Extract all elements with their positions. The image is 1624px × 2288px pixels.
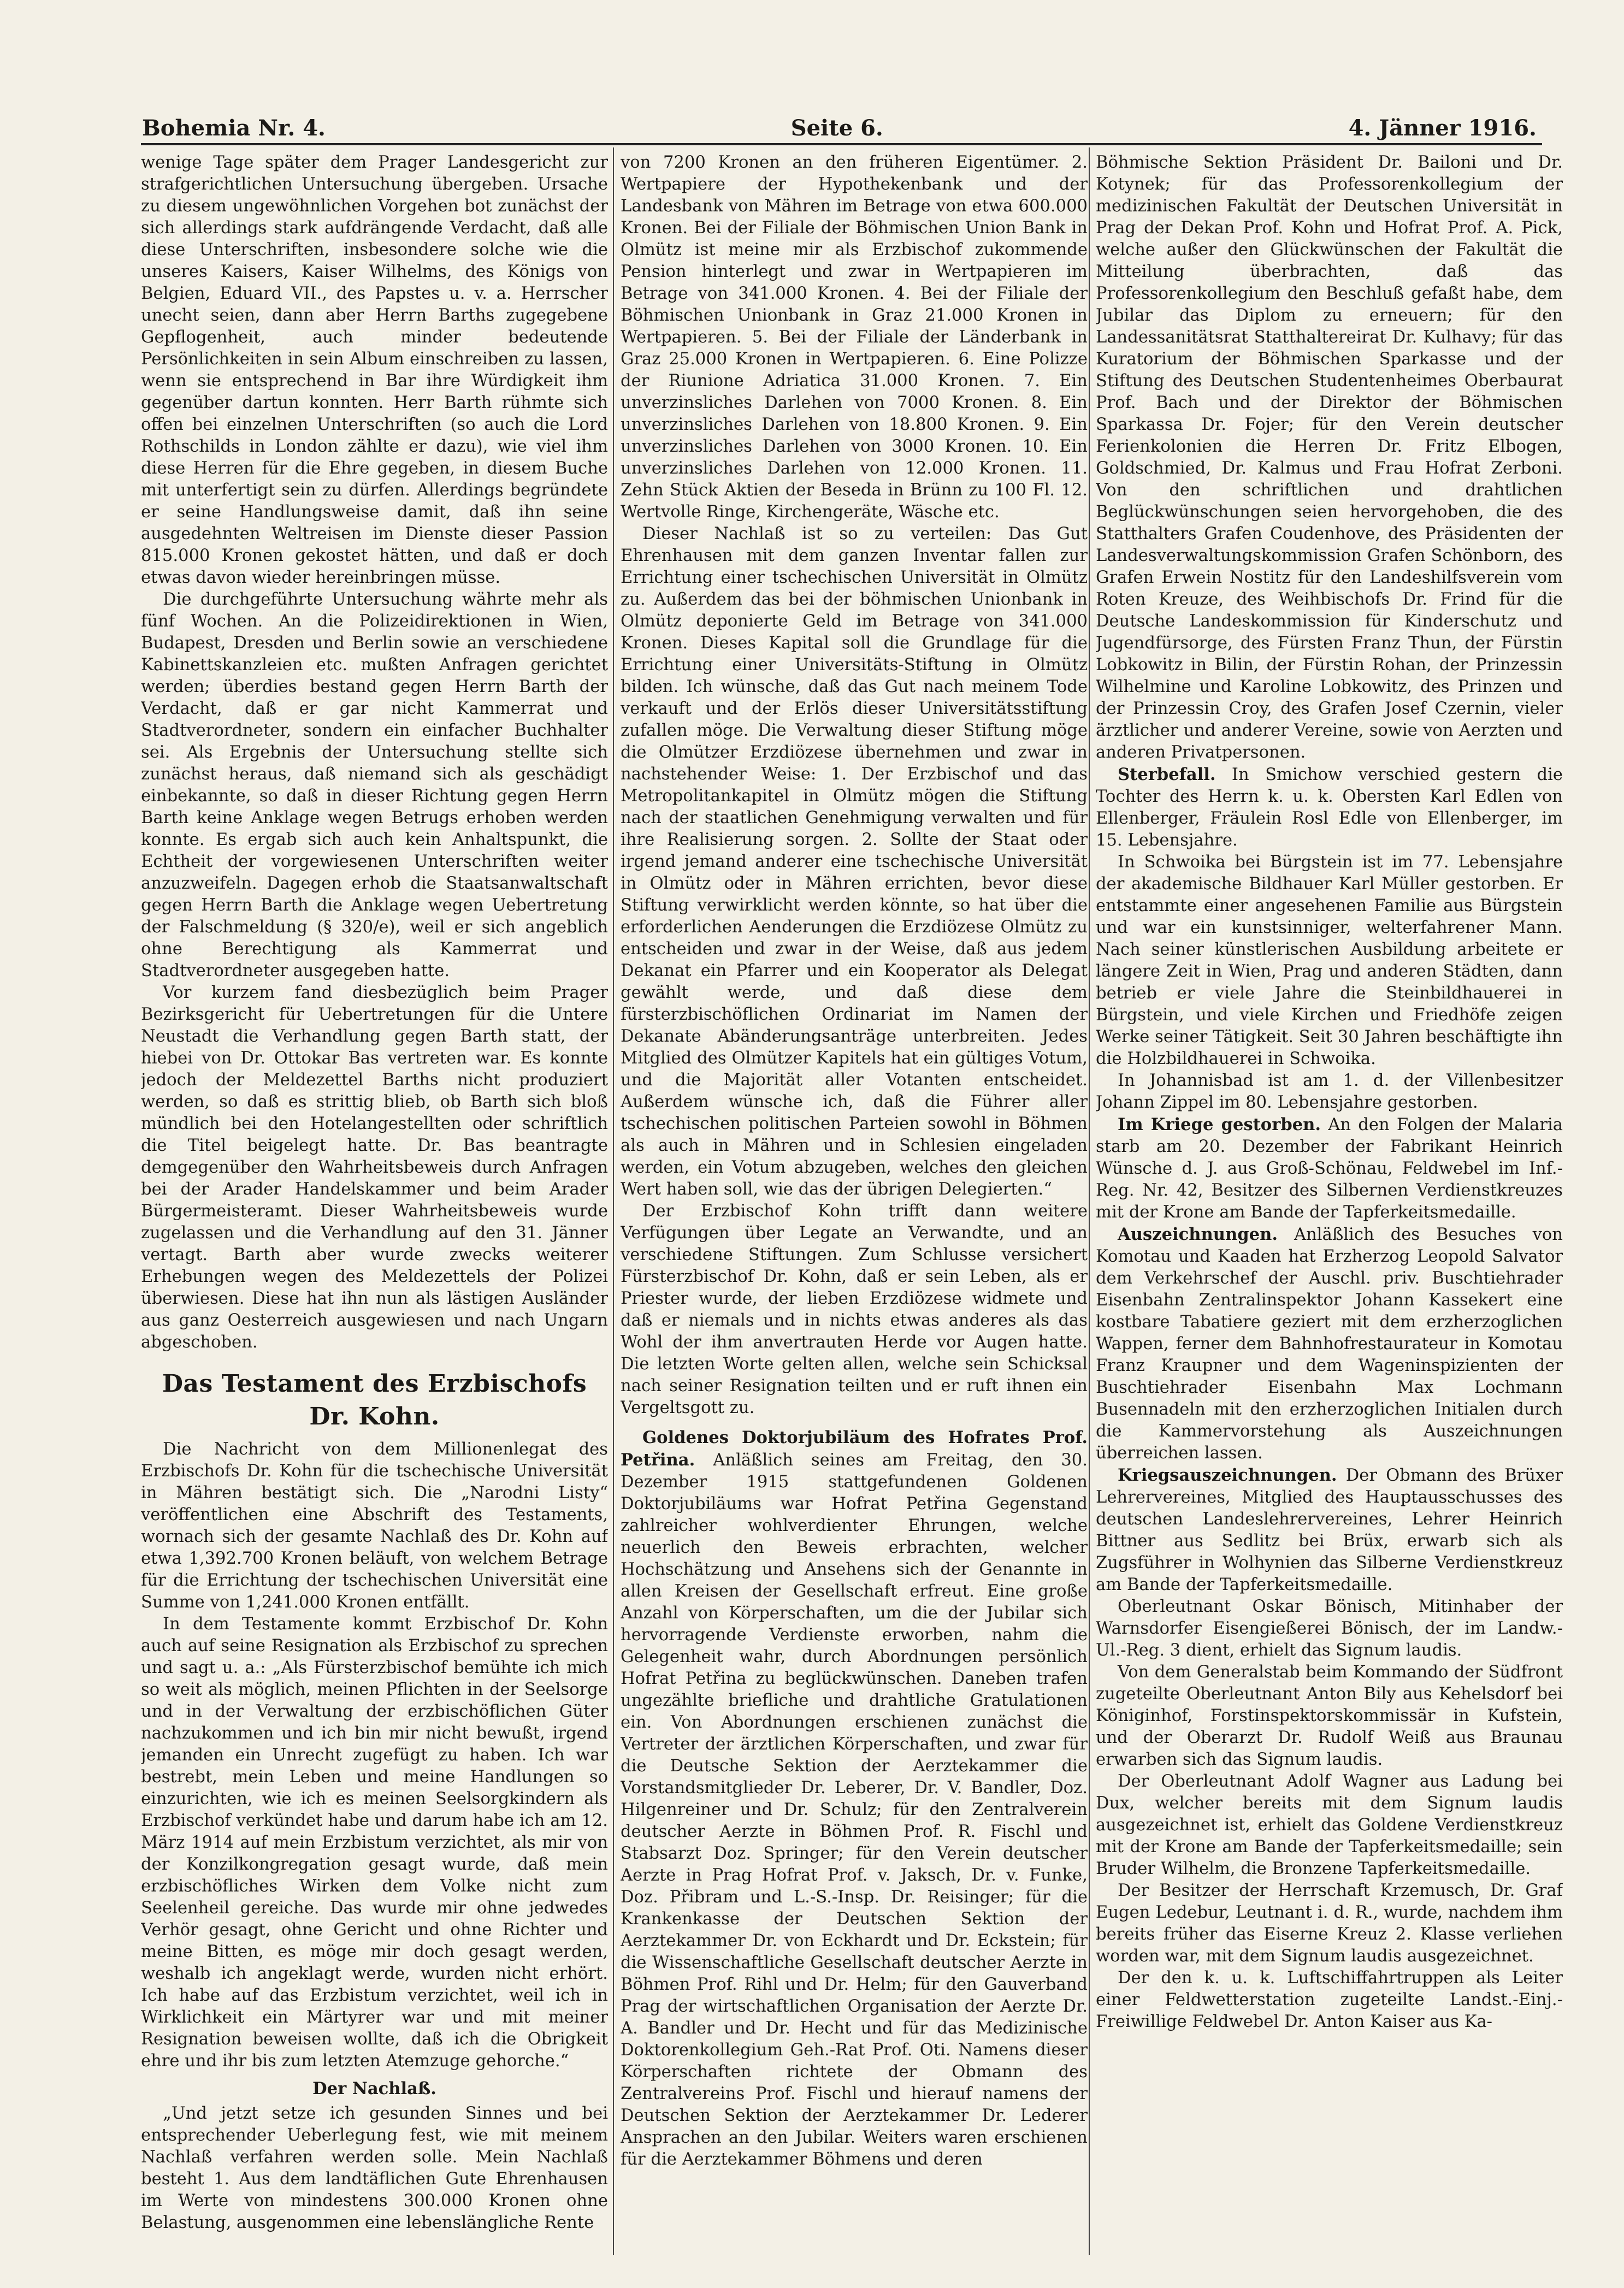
article-paragraph: Vor kurzem fand diesbezüglich beim Prager Bezirksgericht für Uebertretungen für die Untere Neustadt die Verhandlung gegen Barth statt, der hiebei von Dr. Ottokar Bas vertreten war. Es konnte jedoch der Meldezettel Barths nicht produziert werden, so daß es strittig blieb, ob Barth sich bloß mündlich bei den Hotelangestellten oder schriftlich die Titel beigelegt hatte. Dr. Bas beantragte demgegenüber den Wahrheitsbeweis durch Anfragen bei der Arader Handelskammer und beim Arader Bürgermeisteramt. Dieser Wahrheitsbeweis wurde zugelassen und die Verhandlung auf den 31. Jänner vertagt. Barth aber wurde zwecks weiterer Erhebungen wegen des Meldezettels der Polizei überwiesen. Diese hat ihn nun als lästigen Ausländer aus ganz Oesterreich ausgewiesen und nach Ungarn abgeschoben. <box>141 983 608 1352</box>
news-label: Auszeichnungen. <box>1118 1225 1278 1244</box>
news-item <box>1096 1464 1563 1596</box>
news-label: Im Kriege gestorben. <box>1118 1115 1321 1134</box>
news-label: Sterbefall. <box>1118 765 1216 784</box>
article-paragraph: Die Nachricht von dem Millionenlegat des Erzbischofs Dr. Kohn für die tschechische Universität in Mähren bestätigt sich. Die „Narodni Listy“ veröffentlichen eine Abschrift des Testaments, wornach sich der gesamte Nachlaß des Dr. Kohn auf etwa 1,392.700 Kronen beläuft, von welchem Betrage für die Errichtung der tschechischen Universität eine Summe von 1,241.000 Kronen entfällt. <box>141 1440 608 1612</box>
news-text: Der Obmann des Brüxer Lehrervereines, Mitglied des Hauptausschusses des deutschen Landeslehrervereines, Lehrer Heinrich Bittner aus Sedlitz bei Brüx, erwarb sich als Zugsführer in Wolhynien das Silberne Verdienstkreuz am Bande der Tapferkeitsmedaille. <box>1096 1466 1563 1594</box>
news-text: In Smichow verschied gestern die Tochter des Herrn k. u. k. Obersten Karl Edlen von Ellenberger, Fräulein Rosl Edle von Ellenberger, im 15. Lebensjahre. <box>1096 765 1563 850</box>
news-item <box>621 1427 1088 2171</box>
article-paragraph: Oberleutnant Oskar Bönisch, Mitinhaber der Warnsdorfer Eisengießerei Bönisch, der im Landw.-Ul.-Reg. 3 dient, erhielt das Signum laudis. <box>1096 1597 1563 1660</box>
header-page-number: Seite 6. <box>790 115 883 141</box>
news-text: An den Folgen der Malaria starb am 20. Dezember der Fabrikant Heinrich Wünsche d. J. aus Groß-Schönau, Feldwebel im Inf.-Reg. Nr. 42, Besitzer des Silbernen Verdienstkreuzes mit der Krone am Bande der Tapferkeitsmedaille. <box>1096 1115 1563 1222</box>
column-3 <box>1096 152 1563 2250</box>
article-paragraph: In Schwoika bei Bürgstein ist im 77. Lebensjahre der akademische Bildhauer Karl Müller gestorben. Er entstammte einer angesehenen Familie aus Bürgstein und war ein kunstsinniger, welterfahrener Mann. Nach seiner künstlerischen Ausbildung arbeitete er längere Zeit in Wien, Prag und anderen Städten, dann betrieb er viele Jahre die Steinbildhauerei in Bürgstein, und viele Kirchen und Friedhöfe zeigen Werke seiner Tätigkeit. Seit 30 Jahren beschäftigte ihn die Holzbildhauerei in Schwoika. <box>1096 853 1563 1068</box>
article-paragraph: Der Besitzer der Herrschaft Krzemusch, Dr. Graf Eugen Ledebur, Leutnant i. d. R., wurde, nachdem ihm bereits früher das Eiserne Kreuz 2. Klasse verliehen worden war, mit dem Signum laudis ausgezeichnet. <box>1096 1881 1563 1966</box>
article-paragraph: Der Erzbischof Kohn trifft dann weitere Verfügungen über Legate an Verwandte, und an verschiedene Stiftungen. Zum Schlusse versichert Fürsterzbischof Dr. Kohn, daß er sein Leben, als er Priester wurde, der lieben Erzdiözese widmete und daß er niemals und in nichts etwas anderes als das Wohl der ihm anvertrauten Herde vor Augen hatte. Die letzten Worte gelten allen, welche sein Schicksal nach seiner Resignation teilten und er ruft ihnen ein Vergeltsgott zu. <box>621 1202 1088 1417</box>
article-paragraph: Böhmische Sektion Präsident Dr. Bailoni und Dr. Kotynek; für das Professorenkollegium der medizinischen Fakultät der Deutschen Universität in Prag der Dekan Prof. Kohn und Hofrat Prof. A. Pick, welche außer den Glückwünschen der Fakultät die Mitteilung überbrachten, daß das Professorenkollegium den Beschluß gefaßt habe, dem Jubilar das Diplom zu erneuern; für den Landessanitätsrat Statthaltereirat Dr. Kulhavy; für das Kuratorium der Böhmischen Sparkasse und der Stiftung des Deutschen Studentenheimes Oberbaurat Prof. Bach und der Direktor der Böhmischen Sparkassa Dr. Fojer; für den Verein deutscher Ferienkolonien die Herren Dr. Fritz Elbogen, Goldschmied, Dr. Kalmus und Frau Hofrat Zerboni. Von den schriftlichen und drahtlichen Beglückwünschungen seien hervorgehoben, die des Statthalters Grafen Coudenhove, des Präsidenten der Landesverwaltungskommission Grafen Schönborn, des Grafen Erwein Nostitz für den Landeshilfsverein vom Roten Kreuze, des Weihbischofs Dr. Frind für die Deutsche Landeskommission für Kinderschutz und Jugendfürsorge, des Fürsten Franz Thun, der Fürstin Lobkowitz in Bilin, der Fürstin Rohan, der Prinzessin Wilhelmine und Karoline Lobkowitz, des Prinzen und der Prinzessin Croy, des Grafen Josef Czernin, vieler ärztlicher und anderer Vereine, sowie von Aerzten und anderen Privatpersonen. <box>1096 153 1563 762</box>
news-item <box>1096 1114 1563 1223</box>
column-2 <box>621 152 1088 2250</box>
article-paragraph: wenige Tage später dem Prager Landesgericht zur strafgerichtlichen Untersuchung übergeben. Ursache zu diesem ungewöhnlichen Vorgehen bot zunächst der sich allerdings stark aufdrängende Verdacht, daß alle diese Unterschriften, insbesondere solche wie die unseres Kaisers, Kaiser Wilhelms, des Königs von Belgien, Eduard VII., des Papstes u. v. a. Herrscher unecht seien, dann aber Herrn Barths zugegebene Gepflogenheit, auch minder bedeutende Persönlichkeiten in sein Album einschreiben zu lassen, wenn sie entsprechend in Bar ihre Würdigkeit ihm gegenüber dartun konnten. Herr Barth rühmte sich offen bei einzelnen Unterschriften (so auch die Lord Rothschilds in London zählte er dazu), wie viel ihm diese Herren für die Ehre gegeben, in diesem Buche mit unterfertigt sein zu dürfen. Allerdings begründete er seine Handlungsweise damit, daß ihn seine ausgedehnten Weltreisen im Dienste dieser Passion 815.000 Kronen gekostet hätten, und daß er doch etwas davon wieder hereinbringen müsse. <box>141 153 608 587</box>
article-paragraph: In Johannisbad ist am 1. d. der Villenbesitzer Johann Zippel im 80. Lebensjahre gestorben. <box>1096 1071 1563 1112</box>
section-subheading: Der Nachlaß. <box>312 2079 436 2098</box>
article-paragraph: Dieser Nachlaß ist so zu verteilen: Das Gut Ehrenhausen mit dem ganzen Inventar fallen zur Errichtung einer tschechischen Universität in Olmütz zu. Außerdem das bei der böhmischen Unionbank in Olmütz deponierte Geld im Betrage von 341.000 Kronen. Dieses Kapital soll die Grundlage für die Errichtung einer Universitäts-Stiftung in Olmütz bilden. Ich wünsche, daß das Gut nach meinem Tode verkauft und der Erlös dieser Universitätsstiftung zufallen möge. Die Verwaltung dieser Stiftung möge die Olmützer Erzdiözese übernehmen und zwar in nachstehender Weise: 1. Der Erzbischof und das Metropolitankapitel in Olmütz mögen die Stiftung nach der staatlichen Genehmigung verwalten und für ihre Realisierung sorgen. 2. Sollte der Staat oder irgend jemand anderer eine tschechische Universität in Olmütz oder in Mähren errichten, bevor diese Stiftung verwirklicht werden könnte, so hat über die erforderlichen Aenderungen die Erzdiözese Olmütz zu entscheiden und zwar in der Weise, daß aus jedem Dekanat ein Pfarrer und ein Kooperator als Delegat gewählt werde, und daß diese dem fürsterzbischöflichen Ordinariat im Namen der Dekanate Abänderungsanträge unterbreiten. Jedes Mitglied des Olmützer Kapitels hat ein gültiges Votum, und die Majorität aller Votanten entscheidet. Außerdem wünsche ich, daß die Führer aller tschechischen politischen Parteien sowohl in Böhmen als auch in Mähren und in Schlesien eingeladen werden, ein Votum abzugeben, welches den gleichen Wert haben soll, wie das der übrigen Delegierten.“ <box>621 524 1088 1199</box>
article-paragraph: Der Oberleutnant Adolf Wagner aus Ladung bei Dux, welcher bereits mit dem Signum laudis ausgezeichnet ist, erhielt das Goldene Verdienstkreuz mit der Krone am Bande der Tapferkeitsmedaille; sein Bruder Wilhelm, die Bronzene Tapferkeitsmedaille. <box>1096 1772 1563 1878</box>
spacer <box>621 1419 1088 1427</box>
header-date: 4. Jänner 1916. <box>1348 115 1537 141</box>
news-label: Goldenes Doktorjubiläum des Hofrates Prof. Petřina. <box>621 1428 1088 1470</box>
news-item <box>1096 1223 1563 1464</box>
news-text: Anläßlich seines am Freitag, den 30. Dezember 1915 stattgefundenen Goldenen Doktorjubiläums war Hofrat Petřina Gegenstand zahlreicher wohlverdienter Ehrungen, welche neuerlich den Beweis erbrachten, welcher Hochschätzung und Ansehens sich der Genannte in allen Kreisen der Gesellschaft erfreut. Eine große Anzahl von Körperschaften, um die der Jubilar sich hervorragende Verdienste erworben, nahm die Gelegenheit wahr, durch Abordnungen persönlich Hofrat Petřina zu beglückwünschen. Daneben trafen ungezählte briefliche und drahtliche Gratulationen ein. Von Abordnungen erschienen zunächst die Vertreter der ärztlichen Körperschaften, und zwar für die Deutsche Sektion der Aerztekammer die Vorstandsmitglieder Dr. Leberer, Dr. V. Bandler, Doz. Hilgenreiner und Dr. Schulz; für den Zentralverein deutscher Aerzte in Böhmen Prof. R. Fischl und Stabsarzt Doz. Springer; für den Verein deutscher Aerzte in Prag Hofrat Prof. v. Jaksch, Dr. v. Funke, Doz. Přibram und L.-S.-Insp. Dr. Reisinger; für die Krankenkasse der Deutschen Sektion der Aerztekammer Dr. von Eckhardt und Dr. Eckstein; für die Wissenschaftliche Gesellschaft deutscher Aerzte in Böhmen Prof. Rihl und Dr. Helm; für den Gauverband Prag der wirtschaftlichen Organisation der Aerzte Dr. A. Bandler und Dr. Hecht und für das Medizinische Doktorenkollegium Geh.-Rat Prof. Oti. Namens dieser Körperschaften richtete der Obmann des Zentralvereins Prof. Fischl und hierauf namens der Deutschen Sektion der Aerztekammer Dr. Lederer Ansprachen an den Jubilar. Weiters waren erschienen für die Aerztekammer Böhmens und deren <box>621 1451 1088 2169</box>
article-paragraph: „Und jetzt setze ich gesunden Sinnes und bei entsprechender Ueberlegung fest, wie mit meinem Nachlaß verfahren werden solle. Mein Nachlaß besteht 1. Aus dem landtäflichen Gute Ehrenhausen im Werte von mindestens 300.000 Kronen ohne Belastung, ausgenommen eine lebenslängliche Rente <box>141 2104 608 2232</box>
column-1 <box>141 152 608 2250</box>
article-headline: Das Testament des Erzbischofs Dr. Kohn. <box>162 1370 587 1430</box>
news-label: Kriegsauszeichnungen. <box>1118 1465 1337 1485</box>
article-paragraph: In dem Testamente kommt Erzbischof Dr. Kohn auch auf seine Resignation als Erzbischof zu sprechen und sagt u. a.: „Als Fürsterzbischof bemühte ich mich so weit als möglich, meinen Pflichten in der Seelsorge und in der Verwaltung der erzbischöflichen Güter nachzukommen und ich bin mir nicht bewußt, irgend jemanden ein Unrecht zugefügt zu haben. Ich war bestrebt, mein Leben und meine Handlungen so einzurichten, wie ich es meinen Seelsorgkindern als Erzbischof verkündet habe und darum habe ich am 12. März 1914 auf mein Erzbistum verzichtet, als mir von der Konzilkongregation gesagt wurde, daß mein erzbischöfliches Wirken dem Volke nicht zum Seelenheil gereiche. Das wurde mir ohne jedwedes Verhör gesagt, ohne Gericht und ohne Richter und meine Bitten, es möge mir doch gesagt werden, weshalb ich angeklagt werde, wurden nicht erhört. Ich habe auf das Erzbistum verzichtet, weil ich in Wirklichkeit ein Märtyrer war und mit meiner Resignation beweisen wollte, daß ich die Obrigkeit ehre und ihr bis zum letzten Atemzuge gehorche.“ <box>141 1615 608 2071</box>
article-paragraph: Von dem Generalstab beim Kommando der Südfront zugeteilte Oberleutnant Anton Bily aus Kehelsdorf bei Königinhof, Forstinspektorskommissär in Kufstein, und der Oberarzt Dr. Rudolf Weiß aus Braunau erwarben sich das Signum laudis. <box>1096 1663 1563 1769</box>
news-item <box>1096 764 1563 852</box>
article-paragraph: von 7200 Kronen an den früheren Eigentümer. 2. Wertpapiere der Hypothekenbank und der Landesbank von Mähren im Betrage von etwa 600.000 Kronen. Bei der Filiale der Böhmischen Union Bank in Olmütz ist meine mir als Erzbischof zukommende Pension hinterlegt und zwar in Wertpapieren im Betrage von 341.000 Kronen. 4. Bei der Filiale der Böhmischen Unionbank in Graz 21.000 Kronen in Wertpapieren. 5. Bei der Filiale der Länderbank in Graz 25.000 Kronen in Wertpapieren. 6. Eine Polizze der Riunione Adriatica 31.000 Kronen. 7. Ein unverzinsliches Darlehen von 7000 Kronen. 8. Ein unverzinsliches Darlehen von 18.800 Kronen. 9. Ein unverzinsliches Darlehen von 3000 Kronen. 10. Ein unverzinsliches Darlehen von 12.000 Kronen. 11. Zehn Stück Aktien der Beseda in Brünn zu 100 Fl. 12. Wertvolle Ringe, Kirchengeräte, Wäsche etc. <box>621 153 1088 522</box>
news-text: Anläßlich des Besuches von Komotau und Kaaden hat Erzherzog Leopold Salvator dem Verkehrschef der Auschl. priv. Buschtiehrader Eisenbahn Zentralinspektor Johann Kassekert eine kostbare Tabatiere geziert mit dem erzherzoglichen Wappen, ferner dem Bahnhofrestaurateur in Komotau Franz Kraupner und dem Wageninspizienten der Buschtiehrader Eisenbahn Max Lochmann Busennadeln mit den erzherzoglichen Initialen durch die Kammervorstehung als Auszeichnungen überreichen lassen. <box>1096 1225 1563 1463</box>
article-paragraph: Die durchgeführte Untersuchung währte mehr als fünf Wochen. An die Polizeidirektionen in Wien, Budapest, Dresden und Berlin sowie an verschiedene Kabinettskanzleien etc. mußten Anfragen gerichtet werden; überdies bestand gegen Herrn Barth der Verdacht, daß er gar nicht Kammerrat und Stadtverordneter, sondern ein einfacher Buchhalter sei. Als Ergebnis der Untersuchung stellte sich zunächst heraus, daß niemand sich als geschädigt einbekannte, so daß in dieser Richtung gegen Herrn Barth keine Anklage wegen Betrugs erhoben werden konnte. Es ergab sich auch kein Anhaltspunkt, die Echtheit der vorgewiesenen Unterschriften weiter anzuzweifeln. Dagegen erhob die Staatsanwaltschaft gegen Herrn Barth die Anklage wegen Uebertretung der Falschmeldung (§ 320/e), weil er sich angeblich ohne Berechtigung als Kammerrat und Stadtverordneter ausgegeben hatte. <box>141 590 608 980</box>
header-newspaper-issue: Bohemia Nr. 4. <box>142 115 326 141</box>
header-rule <box>141 143 1542 145</box>
column-divider <box>613 147 614 2255</box>
article-paragraph: Der den k. u. k. Luftschiffahrtruppen als Leiter einer Feldwetterstation zugeteilte Landst.-Einj.-Freiwillige Feldwebel Dr. Anton Kaiser aus Ka- <box>1096 1968 1563 2031</box>
column-divider <box>1089 147 1090 2255</box>
page-header <box>142 103 1537 141</box>
